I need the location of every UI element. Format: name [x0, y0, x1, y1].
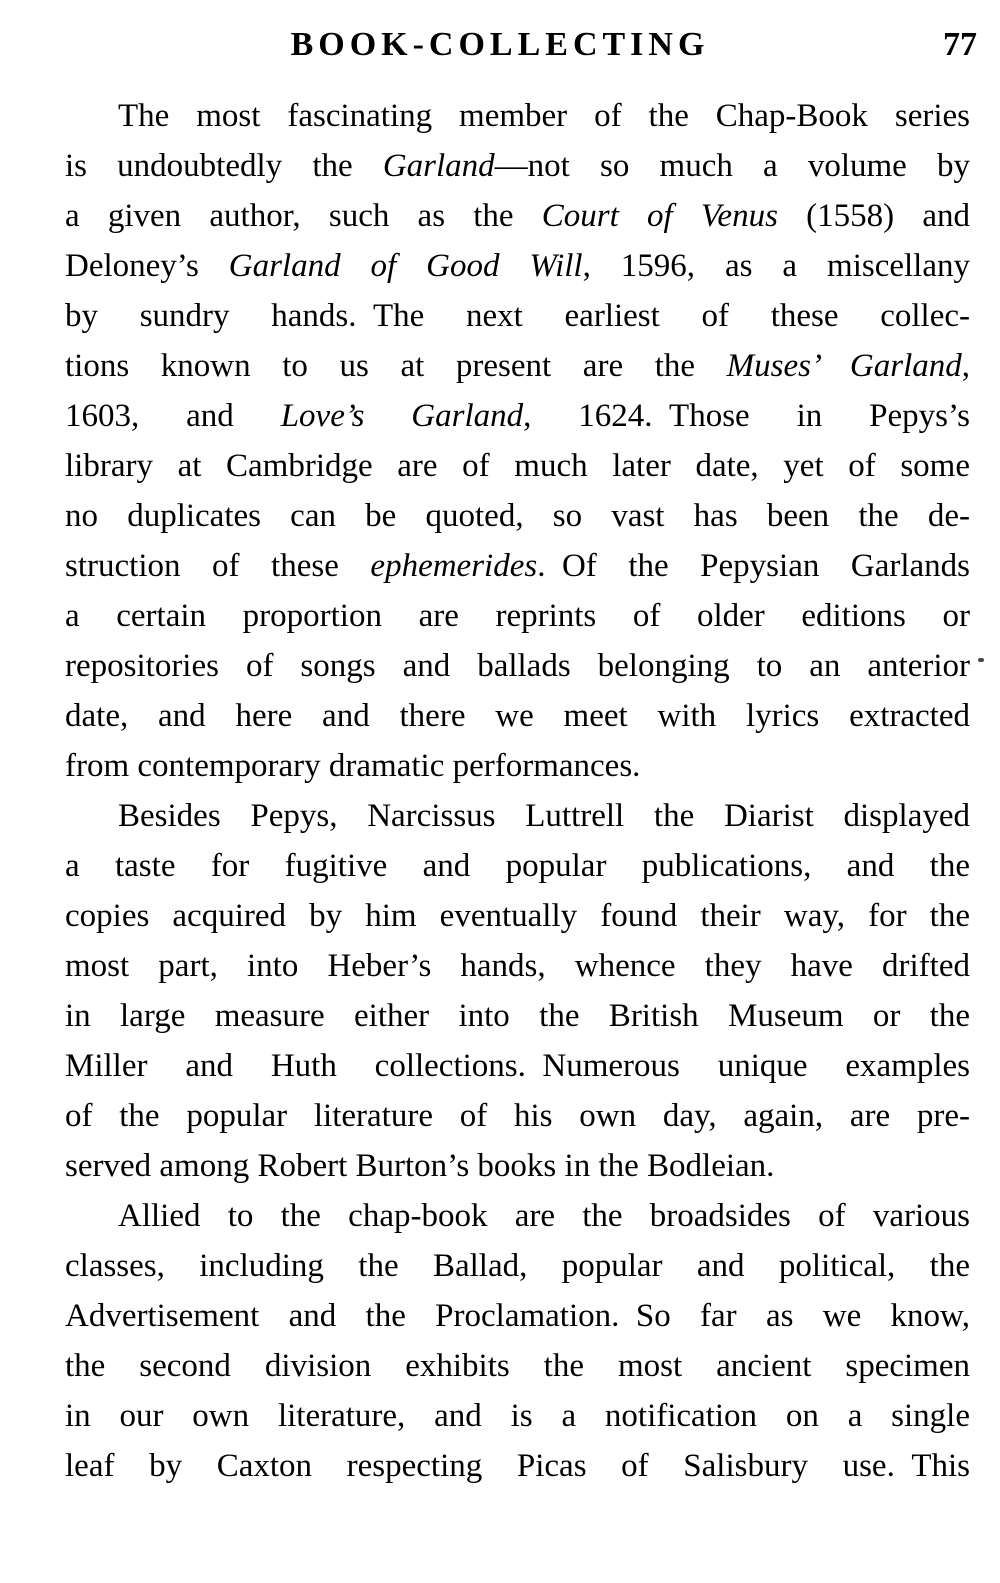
text-segment: is undoubtedly the — [65, 148, 383, 184]
text-line — [65, 541, 970, 591]
text-line — [65, 641, 970, 691]
text-line — [65, 1141, 970, 1191]
italic-text-segment: ephemerides — [370, 548, 538, 584]
text-segment: served among Robert Burton’s books in the Bodleian. — [65, 1148, 775, 1184]
text-segment: —not so much a volume by — [494, 148, 970, 184]
text-line — [65, 891, 970, 941]
text-segment: , — [961, 348, 970, 384]
scan-speck-artifact — [978, 658, 984, 662]
text-line — [65, 1441, 970, 1491]
italic-text-segment: Love’s Garland — [280, 398, 524, 434]
text-segment: in our own literature, and is a notification on a single — [65, 1398, 970, 1434]
text-segment: date, and here and there we meet with lyrics extracted — [65, 698, 970, 734]
text-segment: Miller and Huth collections. Numerous unique examples — [65, 1048, 970, 1084]
text-line — [65, 991, 970, 1041]
text-line — [65, 291, 970, 341]
text-segment: in large measure either into the British Museum or the — [65, 998, 970, 1034]
italic-text-segment: Garland of Good Will — [228, 248, 583, 284]
text-line — [65, 91, 970, 141]
text-line — [65, 1291, 970, 1341]
text-line — [65, 1241, 970, 1291]
text-segment: 1603, and — [65, 398, 281, 434]
text-segment: no duplicates can be quoted, so vast has been the de- — [65, 498, 970, 534]
text-line — [65, 1341, 970, 1391]
text-segment: classes, including the Ballad, popular and political, the — [65, 1248, 970, 1284]
text-segment: by sundry hands. The next earliest of these collec- — [65, 298, 970, 334]
page-number: 77 — [943, 26, 977, 63]
italic-text-segment: Court of Venus — [541, 198, 778, 234]
text-line — [65, 391, 970, 441]
running-title: BOOK-COLLECTING — [290, 26, 710, 63]
text-segment: Advertisement and the Proclamation. So far as we know, — [65, 1298, 970, 1334]
text-line — [65, 191, 970, 241]
text-line — [65, 691, 970, 741]
text-segment: The most fascinating member of the Chap-Book series — [118, 98, 970, 134]
text-segment: of the popular literature of his own day, again, are pre- — [65, 1098, 970, 1134]
text-line — [65, 1391, 970, 1441]
text-segment: Allied to the chap-book are the broadsides of various — [118, 1198, 970, 1234]
text-line — [65, 491, 970, 541]
text-segment: a certain proportion are reprints of older editions or — [65, 598, 970, 634]
italic-text-segment: Muses’ Garland — [726, 348, 962, 384]
text-line — [65, 441, 970, 491]
text-line — [65, 341, 970, 391]
text-segment: a given author, such as the — [65, 198, 542, 234]
text-segment: from contemporary dramatic performances. — [65, 748, 641, 784]
text-line — [65, 741, 970, 791]
page-body — [65, 91, 970, 1491]
text-segment: leaf by Caxton respecting Picas of Salisbury use. This — [65, 1448, 970, 1484]
text-segment: copies acquired by him eventually found their way, for the — [65, 898, 970, 934]
text-segment: . Of the Pepysian Garlands — [537, 548, 971, 584]
text-segment: the second division exhibits the most ancient specimen — [65, 1348, 970, 1384]
italic-text-segment: Garland — [382, 148, 495, 184]
text-segment: repositories of songs and ballads belonging to an anterior — [65, 648, 970, 684]
text-segment: Deloney’s — [65, 248, 229, 284]
text-line — [65, 1191, 970, 1241]
text-line — [65, 941, 970, 991]
text-segment: most part, into Heber’s hands, whence they have drifted — [65, 948, 970, 984]
text-line — [65, 241, 970, 291]
text-line — [65, 1091, 970, 1141]
text-line — [65, 141, 970, 191]
text-segment: (1558) and — [777, 198, 970, 234]
text-segment: tions known to us at present are the — [65, 348, 727, 384]
text-line — [65, 841, 970, 891]
text-segment: , 1624. Those in Pepys’s — [523, 398, 970, 434]
text-segment: , 1596, as a miscellany — [582, 248, 970, 284]
text-line — [65, 791, 970, 841]
text-line — [65, 591, 970, 641]
text-segment: a taste for fugitive and popular publications, and the — [65, 848, 970, 884]
text-segment: Besides Pepys, Narcissus Luttrell the Diarist displayed — [118, 798, 970, 834]
text-segment: library at Cambridge are of much later date, yet of some — [65, 448, 970, 484]
page-header — [0, 22, 1000, 68]
text-segment: struction of these — [65, 548, 371, 584]
text-line — [65, 1041, 970, 1091]
